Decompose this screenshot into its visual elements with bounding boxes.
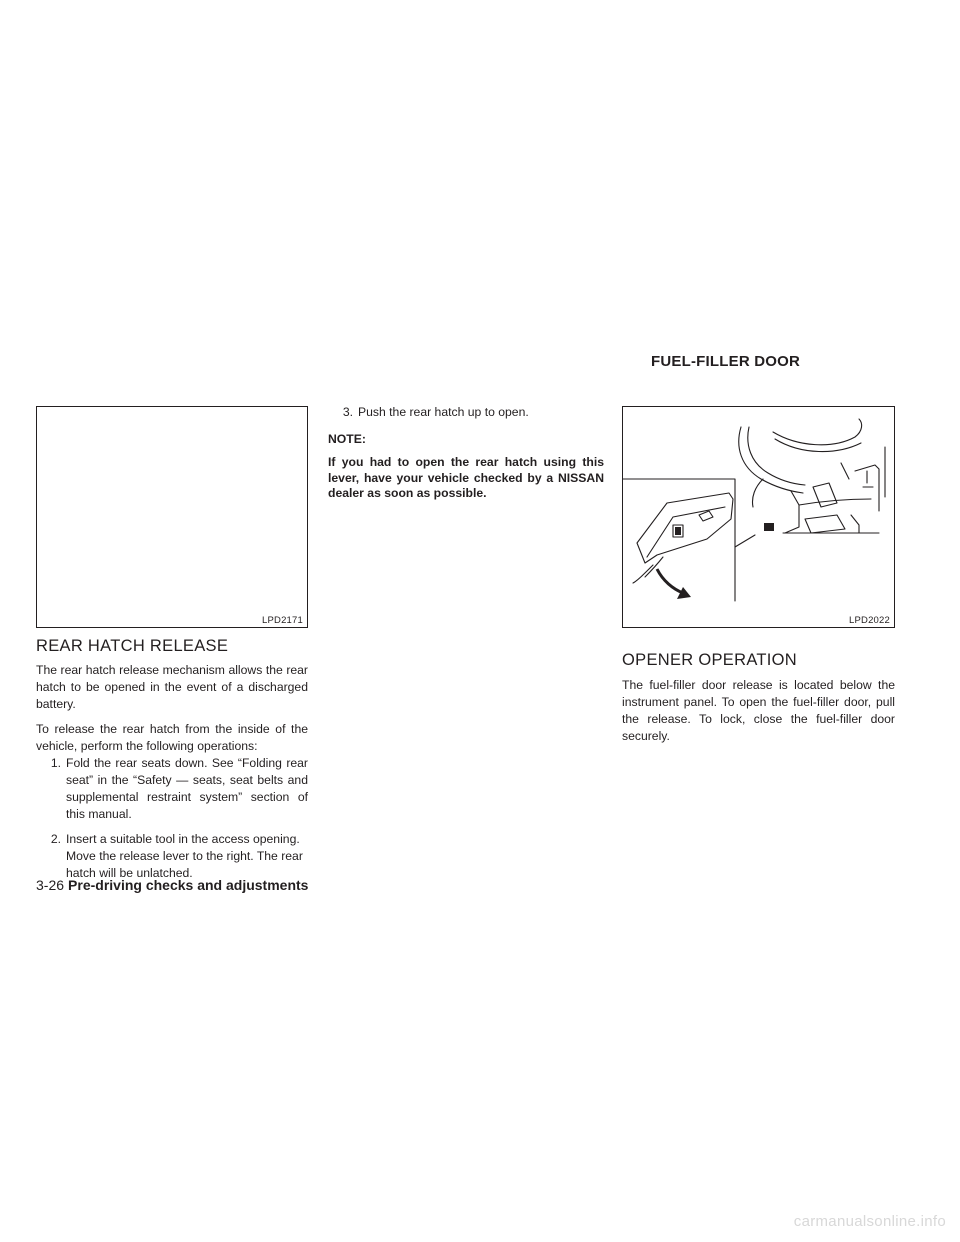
step-number: 1. <box>50 756 61 770</box>
page-number: 3-26 <box>36 877 65 893</box>
figure-code: LPD2171 <box>261 615 303 626</box>
opener-operation-body: The fuel-filler door release is located below the instrument panel. To open the fuel-filler door, pull the release. To lock, close the fuel-filler door securely. <box>622 678 895 743</box>
watermark: carmanualsonline.info <box>793 1213 946 1230</box>
rear-hatch-continued <box>328 404 604 502</box>
pull-arrow-icon <box>677 587 691 599</box>
fuel-release-illustration <box>623 407 894 627</box>
list-item <box>36 755 308 823</box>
note-text: If you had to open the rear hatch using this lever, have your vehicle checked by a NISSAN dealer as soon as possible. <box>328 455 604 500</box>
release-handle-icon <box>764 523 774 531</box>
step-text: Insert a suitable tool in the access opening. Move the release lever to the right. The rear hatch will be unlatched. <box>66 832 303 880</box>
section-heading: FUEL-FILLER DOOR <box>651 353 801 370</box>
rear-hatch-steps <box>36 755 308 882</box>
step-text: Fold the rear seats down. See “Folding rear seat” in the “Safety — seats, seat belts and supplemental restraint system” section of this manual. <box>66 756 308 821</box>
step-number: 2. <box>50 832 61 846</box>
figure-fuel-filler-release <box>622 406 895 628</box>
page-footer <box>36 877 308 895</box>
step-number: 3. <box>342 405 353 419</box>
figure-rear-hatch <box>36 406 308 628</box>
rear-hatch-release-body <box>36 662 308 882</box>
opener-operation-title: OPENER OPERATION <box>622 651 798 669</box>
rear-hatch-lead: To release the rear hatch from the inside of the vehicle, perform the following operations: <box>36 722 308 753</box>
list-item <box>328 404 604 421</box>
rear-hatch-intro: The rear hatch release mechanism allows the rear hatch to be opened in the event of a discharged battery. <box>36 663 308 711</box>
rear-hatch-release-title: REAR HATCH RELEASE <box>36 637 229 655</box>
list-item <box>36 831 308 882</box>
chapter-title: Pre-driving checks and adjustments <box>68 877 309 893</box>
note-label: NOTE: <box>328 432 366 446</box>
figure-code: LPD2022 <box>848 615 890 626</box>
rear-hatch-steps-continued <box>328 404 604 421</box>
step-text: Push the rear hatch up to open. <box>358 405 529 419</box>
